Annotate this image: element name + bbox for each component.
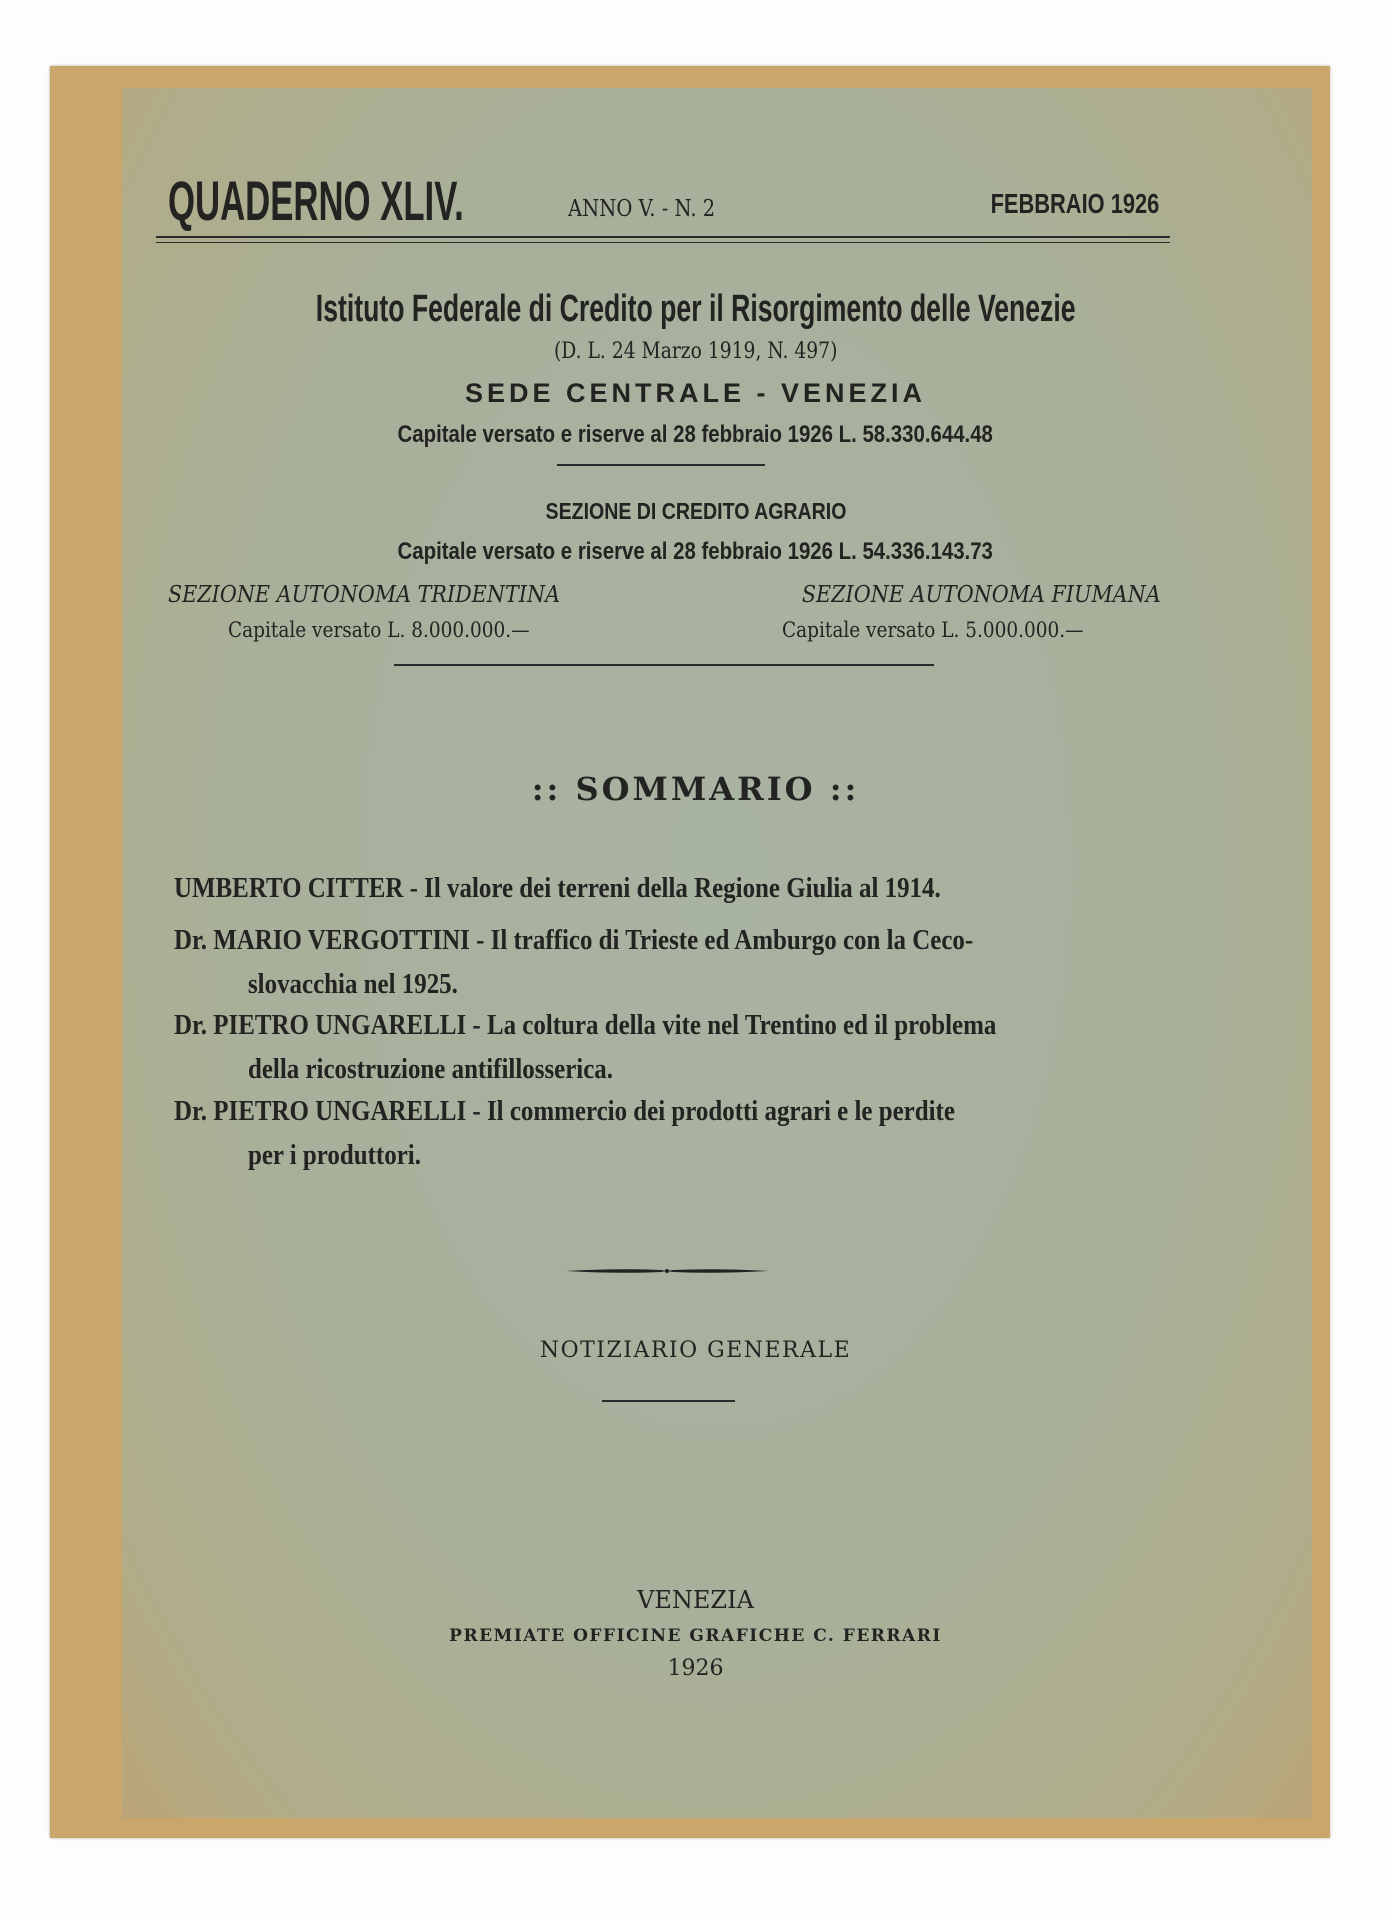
section-tridentina-capital: [228, 618, 571, 642]
news-heading-text: NOTIZIARIO GENERALE: [539, 1338, 852, 1363]
institute-name: [0, 288, 1391, 331]
imprint-year: [0, 1656, 1391, 1681]
imprint-printer: [0, 1626, 1391, 1646]
summary-entry-line: per i produttori.: [247, 1139, 421, 1171]
summary-entry-line: Dr. MARIO VERGOTTINI - Il traffico di Trieste ed Amburgo con la Ceco-: [174, 924, 974, 956]
imprint-printer-text: PREMIATE OFFICINE GRAFICHE C. FERRARI: [449, 1626, 942, 1646]
issue-date: [943, 188, 1159, 220]
imprint-year-text: 1926: [667, 1656, 724, 1681]
section-fiumana-name-text: SEZIONE AUTONOMA FIUMANA: [802, 582, 1161, 608]
section-fiumana-capital: [782, 618, 1125, 642]
summary-entry-line: UMBERTO CITTER - Il valore dei terreni della Regione Giulia al 1914.: [174, 872, 941, 904]
section-fiumana-name: [762, 582, 1161, 608]
institute-capital-text: Capitale versato e riserve al 28 febbraio 1926 L. 58.330.644.48: [397, 421, 994, 448]
decree-text: (D. L. 24 Marzo 1919, N. 497): [553, 339, 838, 364]
summary-entry: [174, 866, 1164, 910]
issue-number-text: ANNO V. - N. 2: [568, 196, 716, 222]
section-fiumana-capital-text: Capitale versato L. 5.000.000.—: [782, 618, 1084, 642]
summary-title: [0, 770, 1391, 808]
imprint-city-text: VENEZIA: [637, 1586, 754, 1614]
issue-date-text: FEBBRAIO 1926: [990, 188, 1159, 219]
summary-entry-line: della ricostruzione antifillosserica.: [247, 1053, 613, 1085]
section-tridentina-name: [168, 582, 604, 608]
agrarian-title-text: SEZIONE DI CREDITO AGRARIO: [545, 498, 846, 524]
summary-entry: [174, 1089, 1164, 1177]
ornament-icon: [566, 1262, 768, 1280]
issue-title-text: QUADERNO XLIV.: [168, 169, 464, 232]
section-tridentina-name-text: SEZIONE AUTONOMA TRIDENTINA: [168, 582, 561, 608]
news-heading: [0, 1338, 1391, 1363]
seat-text: SEDE CENTRALE - VENEZIA: [464, 378, 927, 408]
summary-entry: [174, 918, 1164, 1006]
summary-title-text: :: SOMMARIO ::: [531, 770, 860, 808]
imprint-city: [0, 1586, 1391, 1614]
header-rule-bottom: [156, 242, 1170, 243]
seat: [0, 378, 1391, 409]
summary-entry-line: slovacchia nel 1925.: [247, 968, 458, 1000]
agrarian-title: [0, 498, 1391, 525]
news-divider: [602, 1400, 735, 1402]
issue-number: [568, 196, 741, 222]
summary-entry: [174, 1003, 1164, 1091]
header-rule-top: [156, 236, 1170, 238]
section-tridentina-capital-text: Capitale versato L. 8.000.000.—: [228, 618, 530, 642]
divider: [557, 464, 765, 466]
summary-entry-line: Dr. PIETRO UNGARELLI - Il commercio dei prodotti agrari e le perdite: [174, 1095, 955, 1127]
agrarian-capital: [0, 538, 1391, 566]
summary-entry-line: Dr. PIETRO UNGARELLI - La coltura della vite nel Trentino ed il problema: [174, 1009, 997, 1041]
ornamental-divider: [394, 664, 934, 666]
institute-name-text: Istituto Federale di Credito per il Risorgimento delle Venezie: [315, 288, 1076, 330]
institute-capital: [0, 421, 1391, 449]
decree: [0, 339, 1391, 364]
agrarian-capital-text: Capitale versato e riserve al 28 febbraio 1926 L. 54.336.143.73: [397, 538, 994, 565]
